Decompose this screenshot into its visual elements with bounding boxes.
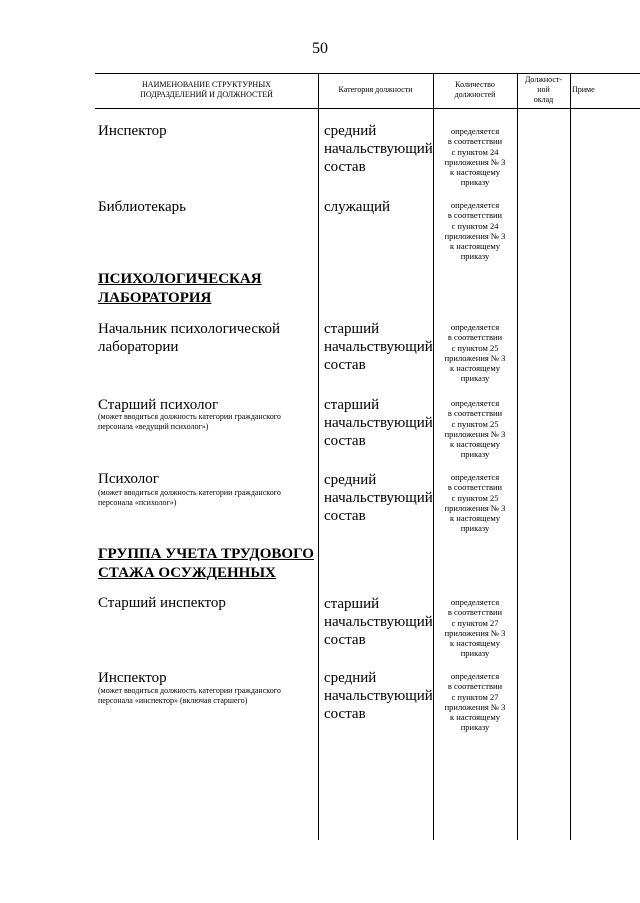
page-number: 50 <box>312 40 328 57</box>
header-category-column: Категория должности <box>338 85 413 94</box>
position-quantity: определяется в соответствии с пунктом 25 приложения № 3 к настоящему приказу <box>444 322 506 384</box>
position-quantity: определяется в соответствии с пунктом 24 приложения № 3 к настоящему приказу <box>444 126 506 188</box>
position-note: (может вводиться должность категории гражданского персонала «психолог») <box>98 488 281 507</box>
position-quantity: определяется в соответствии с пунктом 27 приложения № 3 к настоящему приказу <box>444 671 506 733</box>
position-category: старший начальствующий состав <box>324 596 433 648</box>
position-name: Начальник психологической лаборатории <box>98 321 281 355</box>
position-quantity: определяется в соответствии с пунктом 27 приложения № 3 к настоящему приказу <box>444 597 506 659</box>
column-divider-3 <box>517 73 518 840</box>
position-name: Библиотекарь <box>98 199 186 215</box>
position-category: старший начальствующий состав <box>324 321 433 373</box>
header-bottom-rule <box>95 108 640 109</box>
position-note: (может вводиться должность категории гражданского персонала «ведущий психолог») <box>98 412 281 431</box>
position-category: старший начальствующий состав <box>324 397 433 449</box>
position-name: Психолог <box>98 471 159 487</box>
position-name: Инспектор <box>98 670 167 686</box>
section-title: ПСИХОЛОГИЧЕСКАЯ ЛАБОРАТОРИЯ <box>98 271 262 306</box>
position-category: средний начальствующий состав <box>324 670 433 722</box>
position-category: средний начальствующий состав <box>324 123 433 175</box>
column-divider-4 <box>570 73 571 840</box>
position-quantity: определяется в соответствии с пунктом 25 приложения № 3 к настоящему приказу <box>444 472 506 534</box>
position-name: Старший психолог <box>98 397 219 413</box>
position-quantity: определяется в соответствии с пунктом 25 приложения № 3 к настоящему приказу <box>444 398 506 460</box>
section-title: ГРУППА УЧЕТА ТРУДОВОГО СТАЖА ОСУЖДЕННЫХ <box>98 546 314 581</box>
header-top-rule <box>95 73 640 74</box>
column-divider-1 <box>318 73 319 840</box>
header-quantity-column: Количество должностей <box>454 80 496 99</box>
header-salary-column: Должност- ной оклад <box>524 75 563 104</box>
position-note: (может вводиться должность категории гражданского персонала «инспектор» (включая старшего) <box>98 686 281 705</box>
position-category: средний начальствующий состав <box>324 472 433 524</box>
header-name-column: НАИМЕНОВАНИЕ СТРУКТУРНЫХ ПОДРАЗДЕЛЕНИЙ И ДОЛЖНОСТЕЙ <box>140 80 273 99</box>
position-name: Инспектор <box>98 123 167 139</box>
position-quantity: определяется в соответствии с пунктом 24 приложения № 3 к настоящему приказу <box>444 200 506 262</box>
column-divider-2 <box>433 73 434 840</box>
position-name: Старший инспектор <box>98 595 226 611</box>
position-category: служащий <box>324 199 391 215</box>
header-notes-column: Приме <box>572 85 595 94</box>
